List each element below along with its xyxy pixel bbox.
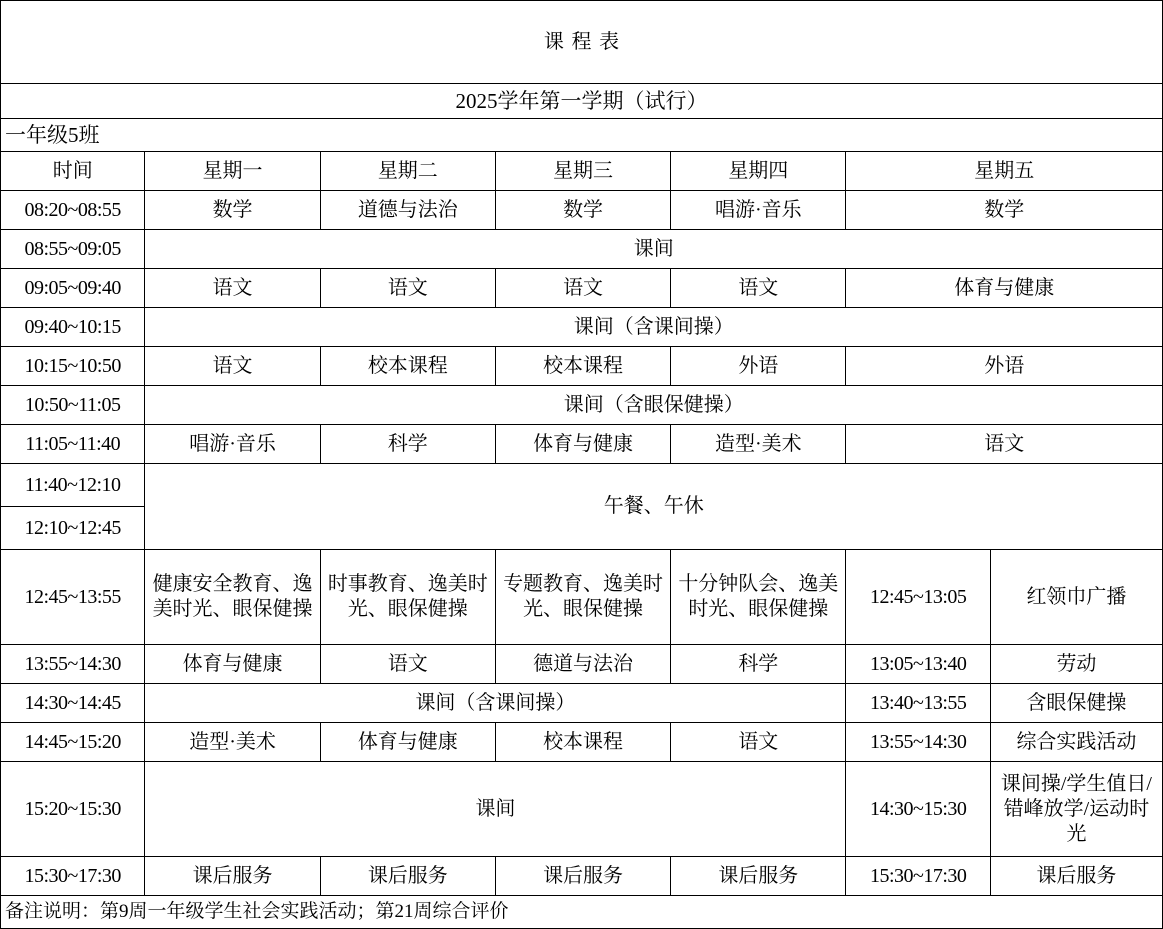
cell-mon: 数学 <box>145 191 320 230</box>
cell-thu: 造型·美术 <box>671 425 846 464</box>
cell-wed: 德道与法治 <box>495 645 670 684</box>
row-time: 12:10~12:45 <box>1 507 145 550</box>
cell-fri: 数学 <box>846 191 1163 230</box>
cell-mon: 造型·美术 <box>145 723 320 762</box>
table-row <box>1 347 1163 386</box>
cell-fri: 综合实践活动 <box>990 723 1162 762</box>
table-row <box>1 386 1163 425</box>
page-subtitle: 2025学年第一学期（试行） <box>1 84 1163 119</box>
row-time: 10:50~11:05 <box>1 386 145 425</box>
page-title: 课程表 <box>1 1 1163 84</box>
table-row <box>1 723 1163 762</box>
cell-fri: 含眼保健操 <box>990 684 1162 723</box>
table-row <box>1 762 1163 857</box>
cell-wed: 体育与健康 <box>495 425 670 464</box>
table-row <box>1 230 1163 269</box>
cell-mon: 语文 <box>145 269 320 308</box>
cell-merged-break: 课间（含课间操） <box>145 684 846 723</box>
cell-tue: 体育与健康 <box>320 723 495 762</box>
row-time: 11:05~11:40 <box>1 425 145 464</box>
table-row <box>1 269 1163 308</box>
cell-fri: 外语 <box>846 347 1163 386</box>
row-time: 11:40~12:10 <box>1 464 145 507</box>
cell-thu: 语文 <box>671 269 846 308</box>
class-label: 一年级5班 <box>1 119 1163 152</box>
row-time: 08:55~09:05 <box>1 230 145 269</box>
table-row <box>1 645 1163 684</box>
cell-mon: 体育与健康 <box>145 645 320 684</box>
column-header-wednesday: 星期三 <box>495 152 670 191</box>
cell-merged-break: 课间 <box>145 230 1163 269</box>
cell-thu: 语文 <box>671 723 846 762</box>
row-time-friday: 13:55~14:30 <box>846 723 990 762</box>
row-time-friday: 13:05~13:40 <box>846 645 990 684</box>
cell-thu: 唱游·音乐 <box>671 191 846 230</box>
cell-fri: 劳动 <box>990 645 1162 684</box>
cell-tue: 语文 <box>320 645 495 684</box>
footer-row <box>1 896 1163 929</box>
row-time: 09:05~09:40 <box>1 269 145 308</box>
table-header-row <box>1 152 1163 191</box>
column-header-thursday: 星期四 <box>671 152 846 191</box>
cell-wed: 数学 <box>495 191 670 230</box>
table-row <box>1 857 1163 896</box>
table-row <box>1 191 1163 230</box>
cell-fri: 体育与健康 <box>846 269 1163 308</box>
row-time: 09:40~10:15 <box>1 308 145 347</box>
cell-mon: 语文 <box>145 347 320 386</box>
class-row <box>1 119 1163 152</box>
row-time-friday: 12:45~13:05 <box>846 550 990 645</box>
cell-tue: 道德与法治 <box>320 191 495 230</box>
cell-merged-break: 课间（含课间操） <box>145 308 1163 347</box>
row-time: 12:45~13:55 <box>1 550 145 645</box>
cell-mon: 健康安全教育、逸美时光、眼保健操 <box>145 550 320 645</box>
cell-merged-break: 课间（含眼保健操） <box>145 386 1163 425</box>
column-header-friday: 星期五 <box>846 152 1163 191</box>
subtitle-row <box>1 84 1163 119</box>
column-header-monday: 星期一 <box>145 152 320 191</box>
row-time: 14:45~15:20 <box>1 723 145 762</box>
cell-merged-lunch: 午餐、午休 <box>145 464 1163 550</box>
cell-thu: 课后服务 <box>671 857 846 896</box>
cell-fri: 红领巾广播 <box>990 550 1162 645</box>
cell-thu: 科学 <box>671 645 846 684</box>
table-row <box>1 550 1163 645</box>
table-row <box>1 425 1163 464</box>
cell-wed: 课后服务 <box>495 857 670 896</box>
cell-mon: 唱游·音乐 <box>145 425 320 464</box>
cell-merged-break: 课间 <box>145 762 846 857</box>
row-time: 14:30~14:45 <box>1 684 145 723</box>
row-time: 10:15~10:50 <box>1 347 145 386</box>
row-time-friday: 14:30~15:30 <box>846 762 990 857</box>
row-time: 13:55~14:30 <box>1 645 145 684</box>
cell-tue: 课后服务 <box>320 857 495 896</box>
cell-fri: 语文 <box>846 425 1163 464</box>
column-header-time: 时间 <box>1 152 145 191</box>
cell-wed: 专题教育、逸美时光、眼保健操 <box>495 550 670 645</box>
title-row <box>1 1 1163 84</box>
cell-tue: 校本课程 <box>320 347 495 386</box>
cell-fri: 课后服务 <box>990 857 1162 896</box>
row-time-friday: 13:40~13:55 <box>846 684 990 723</box>
cell-tue: 时事教育、逸美时光、眼保健操 <box>320 550 495 645</box>
row-time: 08:20~08:55 <box>1 191 145 230</box>
cell-thu: 外语 <box>671 347 846 386</box>
cell-mon: 课后服务 <box>145 857 320 896</box>
cell-fri: 课间操/学生值日/错峰放学/运动时光 <box>990 762 1162 857</box>
cell-wed: 校本课程 <box>495 723 670 762</box>
cell-tue: 科学 <box>320 425 495 464</box>
row-time: 15:20~15:30 <box>1 762 145 857</box>
column-header-tuesday: 星期二 <box>320 152 495 191</box>
footer-note: 备注说明：第9周一年级学生社会实践活动；第21周综合评价 <box>1 896 1163 929</box>
row-time-friday: 15:30~17:30 <box>846 857 990 896</box>
table-row <box>1 308 1163 347</box>
row-time: 15:30~17:30 <box>1 857 145 896</box>
table-row <box>1 464 1163 507</box>
cell-tue: 语文 <box>320 269 495 308</box>
cell-wed: 语文 <box>495 269 670 308</box>
table-row <box>1 684 1163 723</box>
cell-thu: 十分钟队会、逸美时光、眼保健操 <box>671 550 846 645</box>
cell-wed: 校本课程 <box>495 347 670 386</box>
